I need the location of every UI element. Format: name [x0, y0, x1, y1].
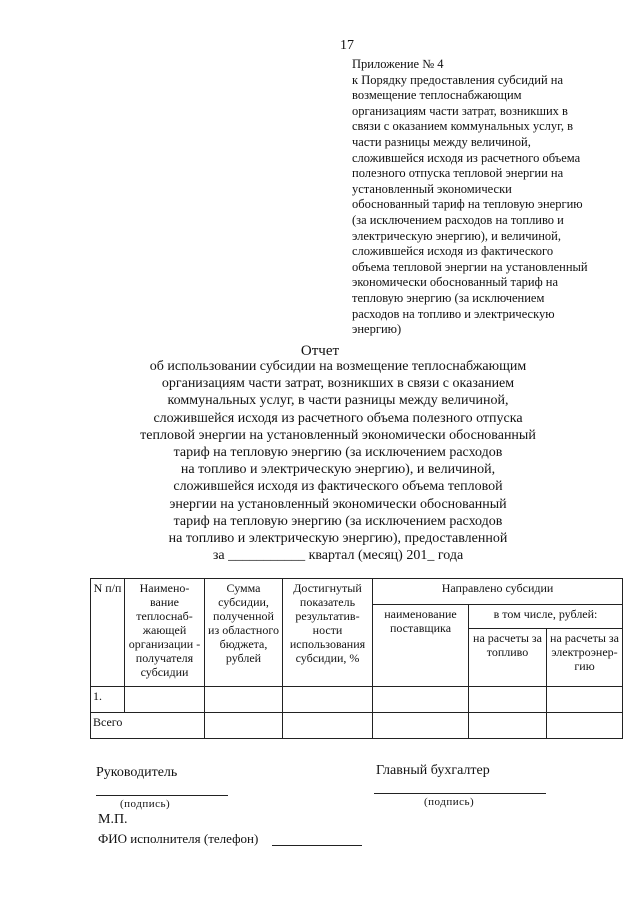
executor-phone-line — [272, 845, 362, 846]
appendix-line: обоснованный тариф на тепловую энергию — [352, 197, 583, 212]
appendix-line: к Порядку предоставления субсидий на — [352, 72, 564, 87]
report-line: тариф на тепловую энергию (за исключением расходов — [173, 445, 503, 461]
header-n: N п/п — [91, 579, 125, 687]
header-subsidy-sum: Сумма субсидии, полученной из областного бюджета, рублей — [205, 579, 283, 687]
report-line: тариф на тепловую энергию (за исключением расходов — [173, 513, 503, 529]
table-cell — [547, 687, 623, 713]
appendix-line: связи с оказанием коммунальных услуг, в — [352, 119, 574, 134]
report-line: энергии на установленный экономически обоснованный — [169, 496, 507, 512]
appendix-line: (за исключением расходов на топливо и — [352, 212, 564, 227]
appendix-line: полезного отпуска тепловой энергии на — [352, 166, 564, 181]
head-label: Руководитель — [96, 765, 178, 780]
table-cell — [205, 687, 283, 713]
report-line: сложившейся исходя из расчетного объема полезного отпуска — [153, 410, 523, 426]
appendix-line: объема тепловой энергии на установленный — [352, 259, 588, 274]
chief-accountant-label: Главный бухгалтер — [376, 763, 490, 778]
report-line: организациям части затрат, возникших в связи с оказанием — [161, 376, 515, 392]
accountant-signature-caption: (подпись) — [424, 796, 475, 808]
table-cell — [125, 687, 205, 713]
table-cell — [283, 687, 373, 713]
table-row-total — [91, 713, 623, 739]
appendix-line: расходов на топливо и электрическую — [352, 306, 555, 321]
appendix-line: энергию) — [352, 322, 402, 337]
row-number: 1. — [91, 687, 125, 713]
appendix-line: электрическую энергию), и величиной, — [352, 228, 561, 243]
report-heading — [112, 358, 564, 564]
table-cell — [469, 687, 547, 713]
table-cell — [547, 713, 623, 739]
appendix-line: экономически обоснованный тариф на — [352, 275, 559, 290]
header-supplier: наименование поставщика — [373, 605, 469, 687]
head-signature-line — [96, 795, 228, 796]
header-electricity: на расчеты за электроэнер-гию — [547, 629, 623, 687]
report-table — [90, 578, 623, 739]
table-cell — [373, 713, 469, 739]
report-line: на топливо и электрическую энергию), и величиной, — [180, 462, 496, 478]
appendix-title: Приложение № 4 — [352, 57, 444, 71]
appendix-header — [352, 57, 612, 338]
header-fuel: на расчеты за топливо — [469, 629, 547, 687]
appendix-line: организациям части затрат, возникших в — [352, 103, 568, 118]
report-title: Отчет — [300, 343, 340, 359]
executor-label: ФИО исполнителя (телефон) — [98, 831, 259, 846]
appendix-line: установленный экономически — [352, 181, 512, 196]
header-result-indicator: Достигнутый показатель результатив-ности использования субсидии, % — [283, 579, 373, 687]
report-line: за ___________ квартал (месяц) 201_ года — [212, 548, 464, 564]
appendix-line: сложившейся исходя из фактического — [352, 244, 554, 259]
table-cell — [205, 713, 283, 739]
appendix-line: возмещение теплоснабжающим — [352, 88, 522, 103]
table-cell — [469, 713, 547, 739]
report-line: на топливо и электрическую энергию), предоставленной — [168, 531, 508, 547]
table-cell — [283, 713, 373, 739]
report-line: сложившейся исходя из фактического объема тепловой — [173, 479, 503, 495]
appendix-text — [352, 73, 612, 338]
report-line: тепловой энергии на установленный экономически обоснованный — [140, 427, 536, 443]
header-including: в том числе, рублей: — [469, 605, 623, 629]
header-organization: Наимено-вание теплоснаб-жающей организации - получателя субсидии — [125, 579, 205, 687]
total-label: Всего — [91, 713, 205, 739]
head-signature-caption: (подпись) — [120, 798, 171, 810]
appendix-line: сложившейся исходя из расчетного объема — [352, 150, 581, 165]
accountant-signature-line — [374, 793, 546, 794]
appendix-line: тепловую энергию (за исключением — [352, 290, 545, 305]
report-line: об использовании субсидии на возмещение теплоснабжающим — [149, 359, 527, 374]
stamp-place: М.П. — [98, 812, 128, 827]
report-line: коммунальных услуг, в части разницы между величиной, — [167, 393, 509, 409]
header-directed: Направлено субсидии — [373, 579, 623, 605]
page-number: 17 — [340, 38, 354, 53]
table-row — [91, 687, 623, 713]
table-cell — [373, 687, 469, 713]
appendix-line: части разницы между величиной, — [352, 134, 531, 149]
